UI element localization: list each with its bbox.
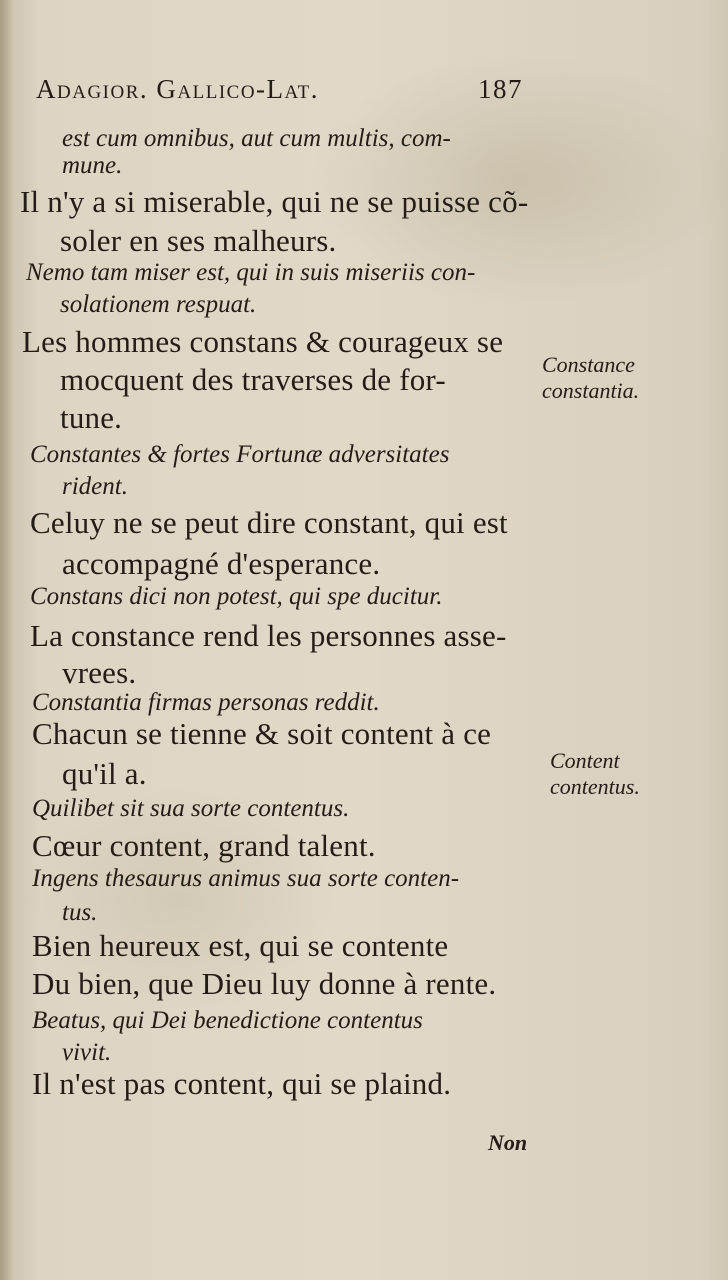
catchword: Non: [488, 1130, 528, 1155]
margin-note: [550, 748, 640, 801]
text-line: Cœur content, grand talent.: [32, 828, 376, 863]
text-line: vrees.: [62, 655, 137, 690]
text-line: Il n'est pas content, qui se plaind.: [32, 1066, 452, 1101]
text-line: Nemo tam miser est, qui in suis miseriis con-: [26, 259, 476, 286]
text-line: Constantia firmas personas reddit.: [32, 689, 380, 716]
text-line: vivit.: [62, 1039, 112, 1066]
text-line: mune.: [62, 152, 123, 179]
text-line: soler en ses malheurs.: [60, 223, 337, 258]
margin-note-line: Constance: [542, 352, 635, 377]
margin-note-line: Content: [550, 748, 620, 773]
page-number: 187: [478, 74, 523, 104]
text-line: Constantes & fortes Fortunæ adversitates: [30, 441, 450, 468]
text-line: solationem respuat.: [60, 291, 257, 318]
text-line: Ingens thesaurus animus sua sorte conten-: [32, 865, 460, 892]
text-line: Beatus, qui Dei benedictione contentus: [32, 1007, 423, 1034]
text-line: qu'il a.: [62, 756, 147, 791]
text-line: La constance rend les personnes asse-: [30, 618, 507, 653]
text-line: mocquent des traverses de for-: [60, 362, 446, 397]
text-line: Les hommes constans & courageux se: [22, 324, 504, 359]
text-line: Quilibet sit sua sorte contentus.: [32, 795, 350, 822]
text-line: Il n'y a si miserable, qui ne se puisse cõ-: [20, 184, 529, 219]
text-line: Bien heureux est, qui se contente: [32, 928, 449, 963]
margin-note-line: contentus.: [550, 774, 640, 800]
text-line: Constans dici non potest, qui spe ducitur.: [30, 583, 443, 610]
text-line: est cum omnibus, aut cum multis, com-: [62, 125, 451, 152]
text-line: tune.: [60, 400, 123, 435]
text-line: Chacun se tienne & soit content à ce: [32, 716, 492, 751]
text-line: tus.: [62, 899, 98, 926]
margin-note: [542, 352, 639, 405]
text-line: Celuy ne se peut dire constant, qui est: [30, 505, 508, 540]
text-line: Du bien, que Dieu luy donne à rente.: [32, 966, 497, 1001]
text-line: accompagné d'esperance.: [62, 546, 381, 581]
text-line: rident.: [62, 473, 128, 500]
running-title: Adagior. Gallico-Lat.: [36, 74, 319, 104]
margin-note-line: constantia.: [542, 378, 640, 404]
page-gutter-shadow: [0, 0, 14, 1280]
